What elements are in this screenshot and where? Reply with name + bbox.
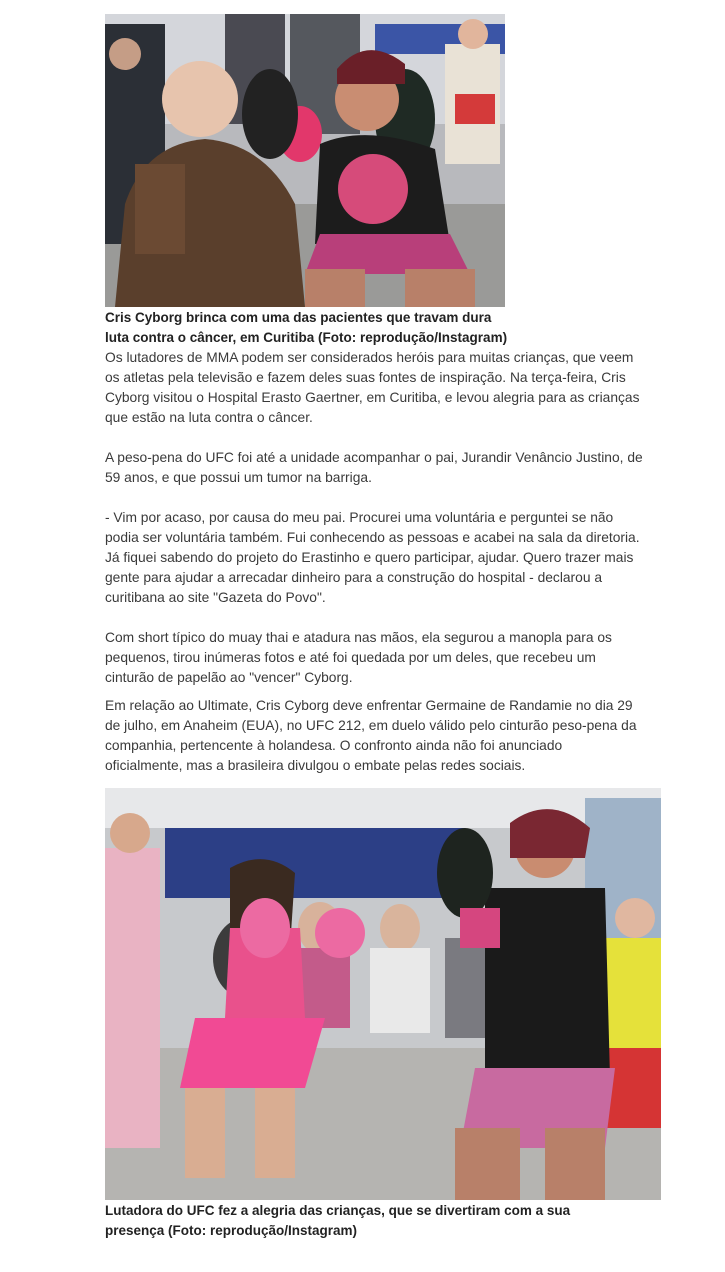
paragraph-line: Os lutadores de MMA podem ser considerados heróis para muitas crianças, que veem bbox=[105, 350, 634, 365]
paragraph-line: Com short típico do muay thai e atadura nas mãos, ela segurou a manopla para os bbox=[105, 630, 612, 645]
paragraph-line: cinturão de papelão ao "vencer" Cyborg. bbox=[105, 670, 353, 685]
paragraph-line: os atletas pela televisão e fazem deles suas fontes de inspiração. Na terça-feira, Cris bbox=[105, 370, 626, 385]
photo-1-illustration bbox=[105, 14, 505, 307]
body-paragraph bbox=[105, 508, 665, 608]
photo-2-illustration bbox=[105, 788, 661, 1200]
body-paragraph bbox=[105, 696, 665, 776]
article bbox=[105, 14, 665, 1241]
body-paragraph bbox=[105, 348, 665, 428]
photo-cyborg-with-child[interactable] bbox=[105, 14, 505, 307]
caption-line: luta contra o câncer, em Curitiba (Foto: reprodução/Instagram) bbox=[105, 330, 508, 345]
paragraph-line: - Vim por acaso, por causa do meu pai. Procurei uma voluntária e perguntei se não bbox=[105, 510, 614, 525]
photo-1-caption bbox=[105, 308, 665, 348]
paragraph-line: que estão na luta contra o câncer. bbox=[105, 410, 313, 425]
paragraph-line: Cyborg visitou o Hospital Erasto Gaertner, em Curitiba, e levou alegria para as crianças bbox=[105, 390, 640, 405]
body-paragraph bbox=[105, 448, 665, 488]
caption-line: Cris Cyborg brinca com uma das pacientes que travam dura bbox=[105, 310, 492, 325]
body-paragraph bbox=[105, 628, 665, 688]
paragraph-line: oficialmente, mas a brasileira divulgou o embate pelas redes sociais. bbox=[105, 758, 526, 773]
paragraph-line: 59 anos, e que possui um tumor na barriga. bbox=[105, 470, 372, 485]
caption-line: Lutadora do UFC fez a alegria das crianças, que se divertiram com a sua bbox=[105, 1203, 571, 1218]
paragraph-line: gente para ajudar a arrecadar dinheiro para a construção do hospital - declarou a bbox=[105, 570, 603, 585]
paragraph-line: Já fiquei sabendo do projeto do Erastinho e quero participar, ajudar. Quero trazer mais bbox=[105, 550, 634, 565]
photo-2-caption bbox=[105, 1201, 665, 1241]
paragraph-line: curitibana ao site "Gazeta do Povo". bbox=[105, 590, 326, 605]
paragraph-line: de julho, em Anaheim (EUA), no UFC 212, em duelo válido pelo cinturão peso-pena da bbox=[105, 718, 637, 733]
paragraph-line: companhia, pertencente à holandesa. O confronto ainda não foi anunciado bbox=[105, 738, 563, 753]
paragraph-line: pequenos, tirou inúmeras fotos e até foi quedada por um deles, que recebeu um bbox=[105, 650, 596, 665]
paragraph-line: A peso-pena do UFC foi até a unidade acompanhar o pai, Jurandir Venâncio Justino, de bbox=[105, 450, 643, 465]
photo-cyborg-sparring-girl[interactable] bbox=[105, 788, 661, 1200]
paragraph-line: podia ser voluntária também. Fui conhecendo as pessoas e acabei na sala da diretoria. bbox=[105, 530, 640, 545]
paragraph-line: Em relação ao Ultimate, Cris Cyborg deve enfrentar Germaine de Randamie no dia 29 bbox=[105, 698, 633, 713]
caption-line: presença (Foto: reprodução/Instagram) bbox=[105, 1223, 358, 1238]
